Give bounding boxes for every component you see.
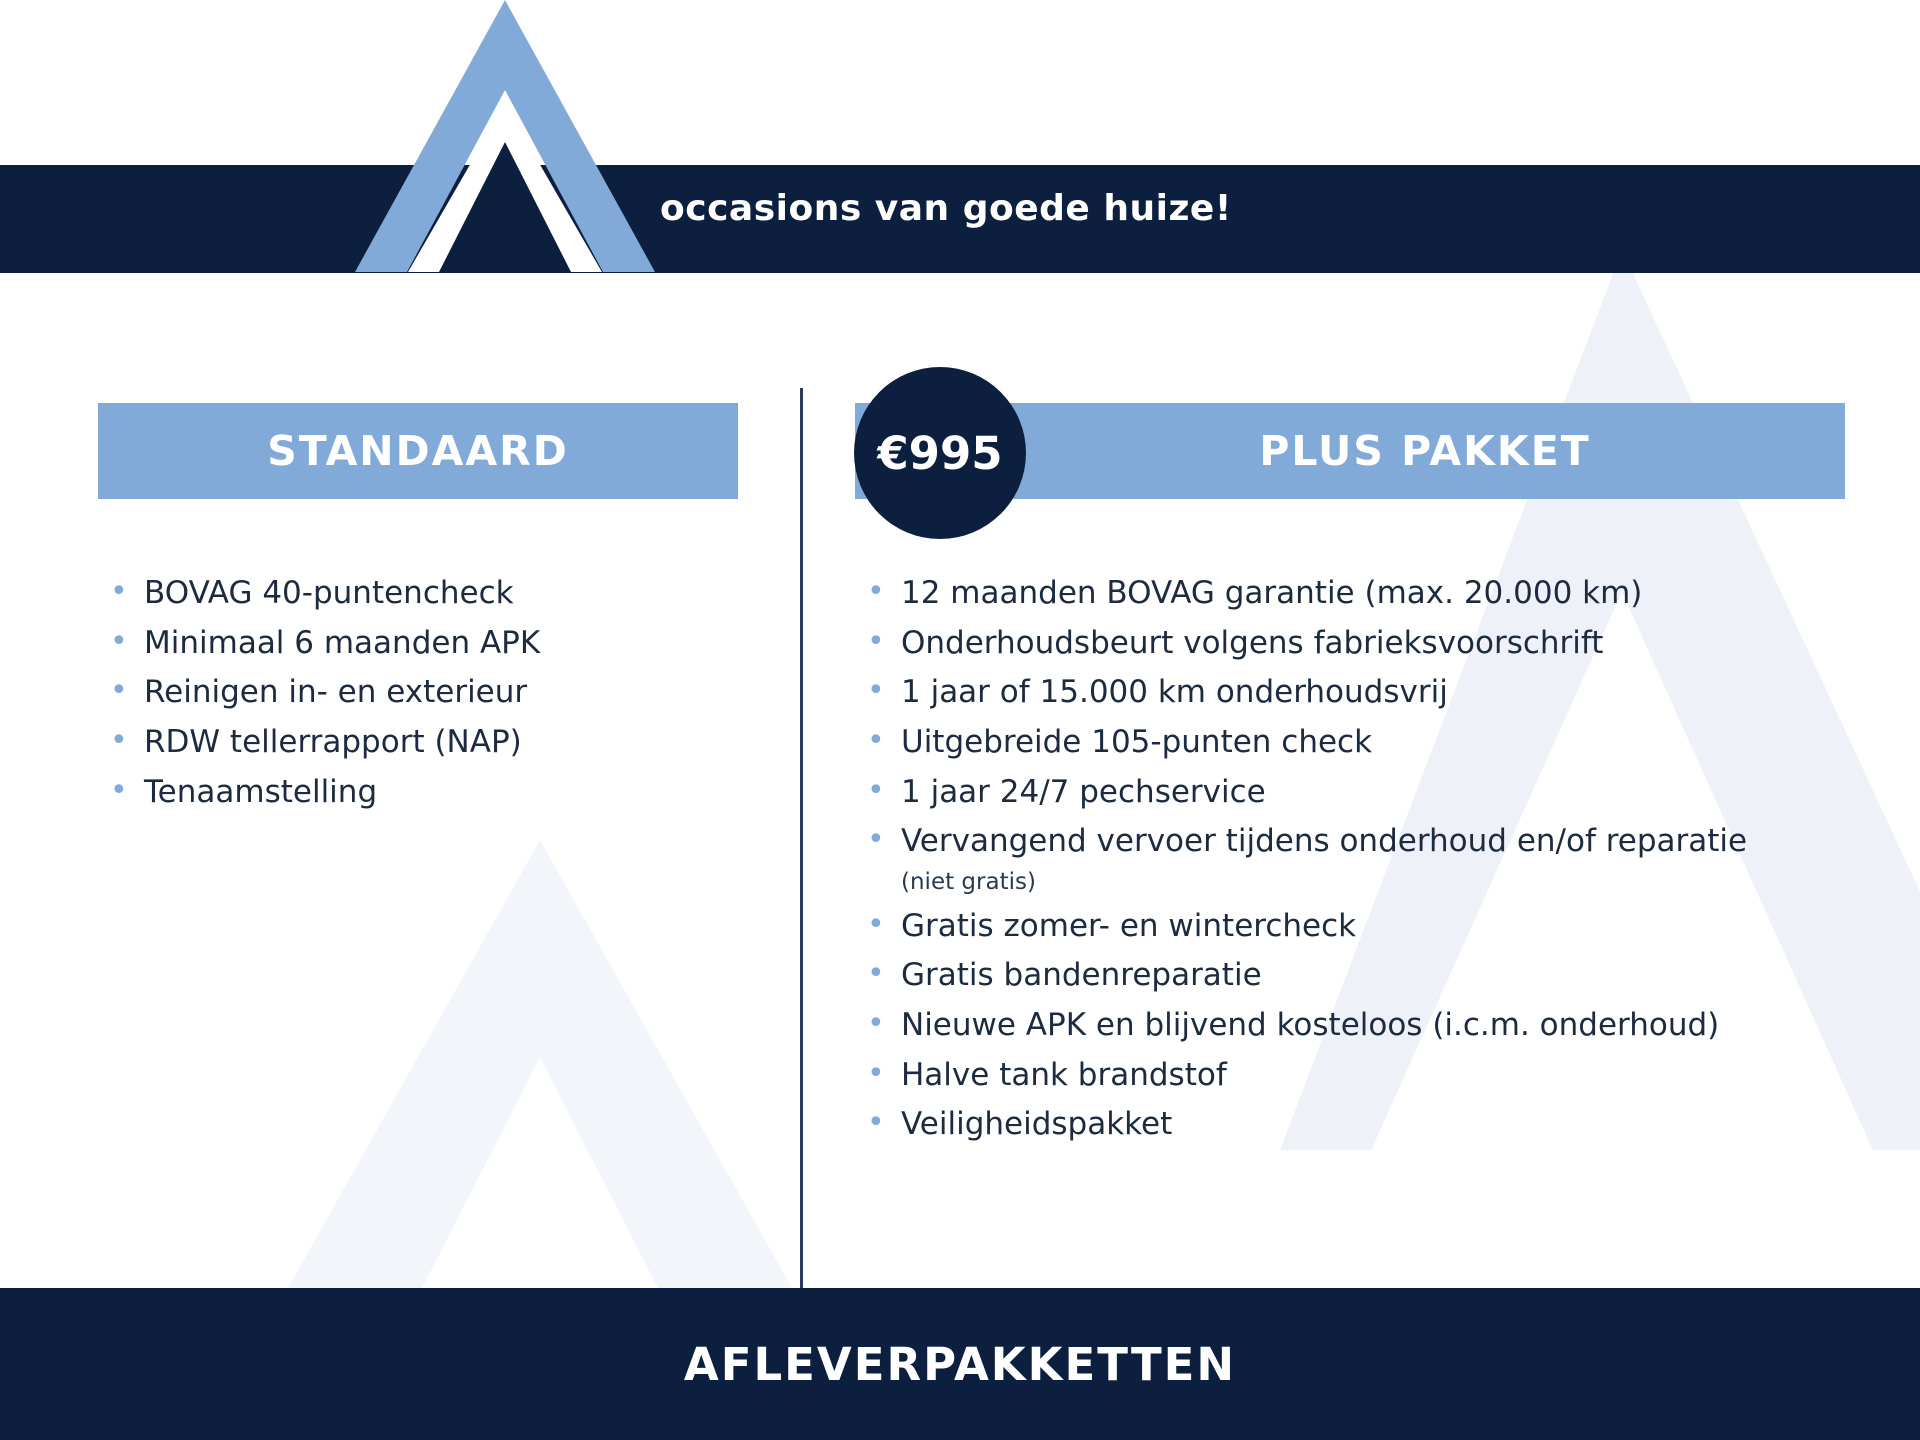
price-badge: €995 [854,367,1026,539]
list-item: • Gratis zomer- en wintercheck [855,904,1845,949]
list-item: • BOVAG 40-puntencheck [98,571,738,616]
plus-feature-list [855,571,1845,1147]
list-item-text: Vervangend vervoer tijdens onderhoud en/of reparatie [901,823,1748,860]
list-item: • Halve tank brandstof [855,1053,1845,1098]
list-item: • Reinigen in- en exterieur [98,670,738,715]
list-item: • Minimaal 6 maanden APK [98,621,738,666]
package-column-plus [855,403,1845,1152]
list-item [855,819,1845,899]
standard-feature-list [98,571,738,814]
list-item: • 12 maanden BOVAG garantie (max. 20.000 km) [855,571,1845,616]
footer-band [0,1288,1920,1440]
list-item: • Uitgebreide 105-punten check [855,720,1845,765]
tagline-text: occasions van goede huize! [660,188,1232,229]
column-divider [800,388,803,1440]
list-item: • Veiligheidspakket [855,1102,1845,1147]
standard-header-bar [98,403,738,499]
header [0,0,1920,165]
package-column-standard [98,403,738,819]
footer-title: AFLEVERPAKKETTEN [683,1337,1237,1391]
list-item: • Tenaamstelling [98,770,738,815]
list-item: • 1 jaar 24/7 pechservice [855,770,1845,815]
list-item: • Gratis bandenreparatie [855,953,1845,998]
list-item: • Nieuwe APK en blijvend kosteloos (i.c.m. onderhoud) [855,1003,1845,1048]
list-item: • RDW tellerrapport (NAP) [98,720,738,765]
list-item-note: (niet gratis) [901,868,1036,895]
list-item: • Onderhoudsbeurt volgens fabrieksvoorschrift [855,621,1845,666]
list-item: • 1 jaar of 15.000 km onderhoudsvrij [855,670,1845,715]
logo-chevron-icon [355,0,655,272]
plus-title: PLUS PAKKET [1259,427,1591,475]
standard-title: STANDAARD [267,427,569,475]
main-content [0,273,1920,1263]
